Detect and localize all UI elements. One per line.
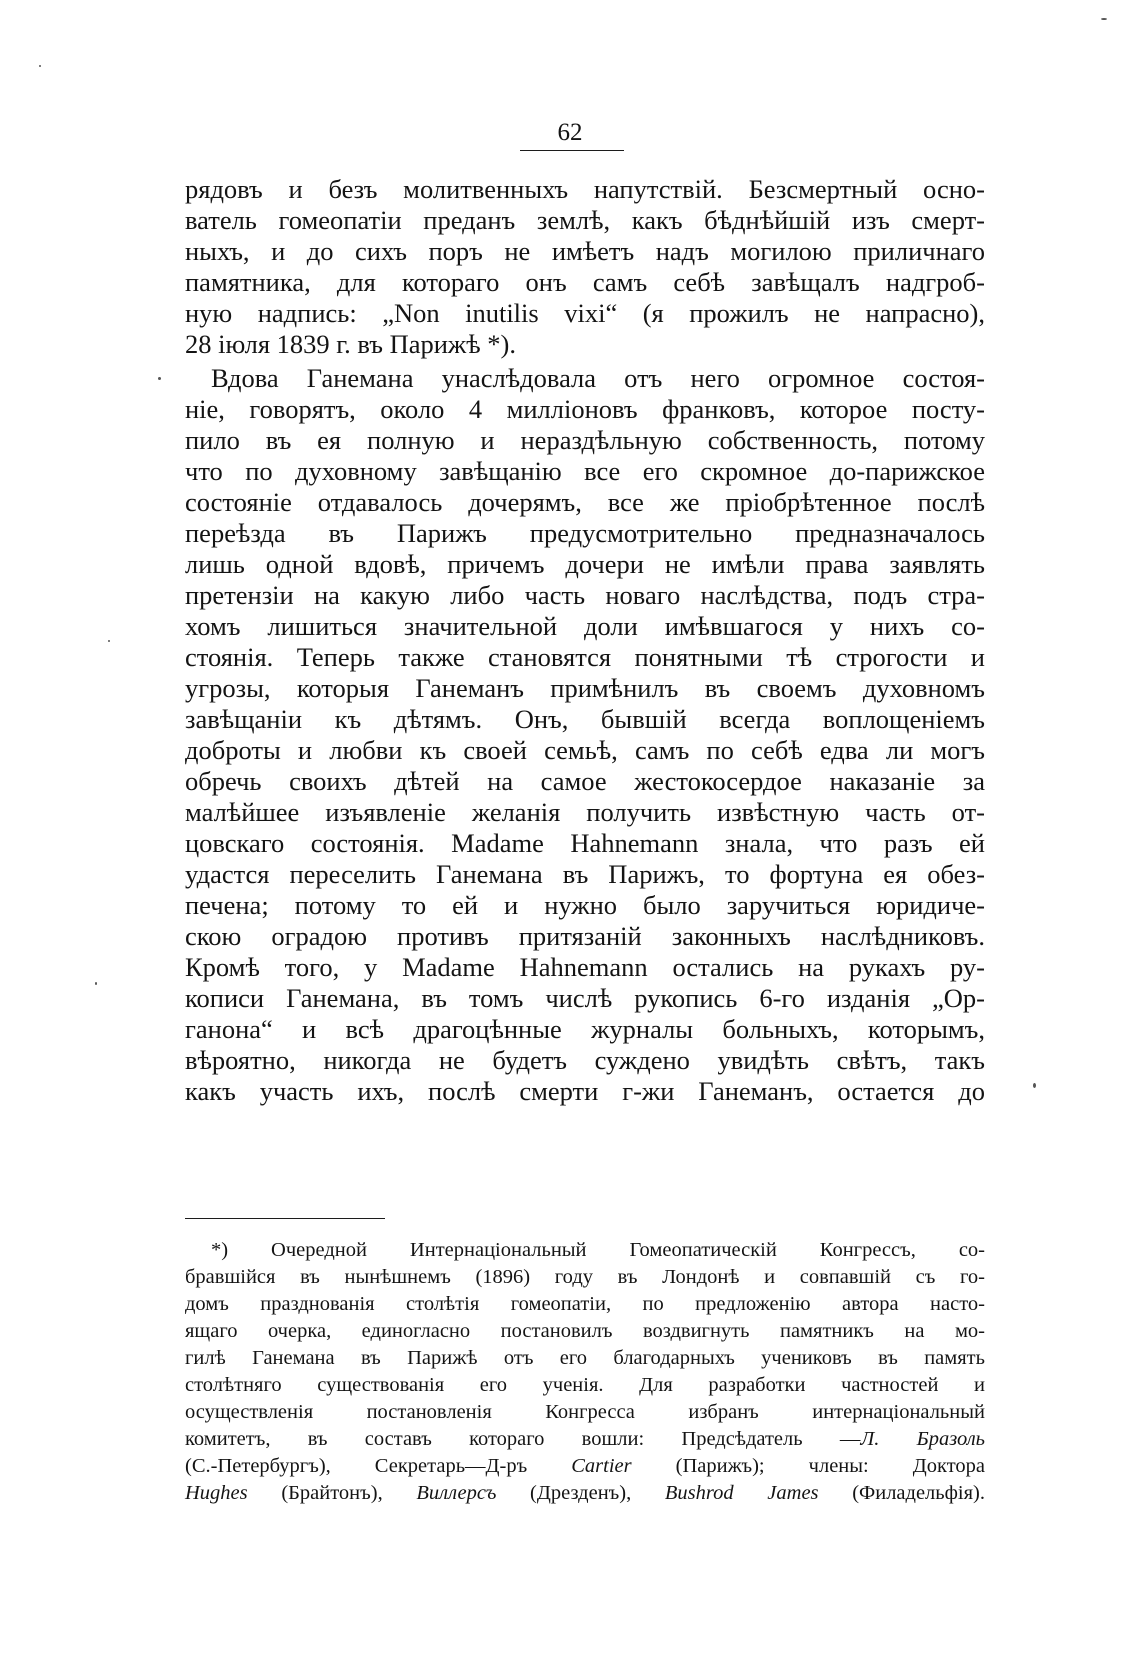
text-line: обречь своихъ дѣтей на самое жестокосердое наказаніе за bbox=[185, 766, 985, 796]
text-line: Вдова Ганемана унаслѣдовала отъ него огромное состоя- bbox=[211, 363, 985, 393]
footnote-text: комитетъ, въ составъ котораго вошли: Предсѣдатель — bbox=[185, 1428, 861, 1450]
footnote-line bbox=[185, 1425, 985, 1453]
person-name: Л. Бразоль bbox=[860, 1428, 985, 1450]
page-number: 62 bbox=[557, 119, 583, 146]
person-name: Cartier bbox=[571, 1455, 632, 1477]
text-line: стоянія. Теперь также становятся понятными тѣ строгости и bbox=[185, 642, 985, 672]
text-line: памятника, для котораго онъ самъ себѣ завѣщалъ надгроб- bbox=[185, 267, 985, 297]
text-line: какъ участь ихъ, послѣ смерти г-жи Ганеманъ, остается до bbox=[185, 1076, 985, 1106]
footnote-rule bbox=[185, 1218, 385, 1219]
text-line: угрозы, которыя Ганеманъ примѣнилъ въ своемъ духовномъ bbox=[185, 673, 985, 703]
text-line: хомъ лишиться значительной доли имѣвшагося у нихъ со- bbox=[185, 611, 985, 641]
footnote-line: гилѣ Ганемана въ Парижѣ отъ его благодарныхъ учениковъ въ память bbox=[185, 1347, 985, 1369]
text-line: ную надпись: „Non inutilis vixi“ (я прожилъ не напрасно), bbox=[185, 298, 985, 328]
text-line: рядовъ и безъ молитвенныхъ напутствій. Безсмертный осно- bbox=[185, 174, 985, 204]
text-line: кописи Ганемана, въ томъ числѣ рукопись 6-го изданія „Ор- bbox=[185, 983, 985, 1013]
text-line: пило въ ея полную и нераздѣльную собственность, потому bbox=[185, 425, 985, 455]
scan-speck bbox=[1033, 1083, 1036, 1088]
footnote-text: (Брайтонъ), bbox=[247, 1482, 417, 1504]
person-name: Hughes bbox=[185, 1482, 248, 1504]
footnote-line: осуществленія постановленія Конгресса избранъ интернаціональный bbox=[185, 1401, 985, 1423]
footnote-line bbox=[185, 1479, 985, 1507]
text-line: переѣзда въ Парижъ предусмотрительно предназначалось bbox=[185, 518, 985, 548]
text-line: лишь одной вдовѣ, причемъ дочери не имѣли права заявлять bbox=[185, 549, 985, 579]
footnote-text: (Филадельфія). bbox=[818, 1482, 985, 1504]
text-line: вѣроятно, никогда не будетъ суждено увидѣть свѣтъ, такъ bbox=[185, 1045, 985, 1075]
text-line: ватель гомеопатіи преданъ землѣ, какъ бѣднѣйшій изъ смерт- bbox=[185, 205, 985, 235]
text-line: завѣщаніи къ дѣтямъ. Онъ, бывшій всегда воплощеніемъ bbox=[185, 704, 985, 734]
footnote-text: (С.-Петербургъ), Секретарь—Д-ръ bbox=[185, 1455, 572, 1477]
text-line: ныхъ, и до сихъ поръ не имѣетъ надъ могилою приличнаго bbox=[185, 236, 985, 266]
text-line: доброты и любви къ своей семьѣ, самъ по себѣ едва ли могъ bbox=[185, 735, 985, 765]
footnote-text: (Парижъ); члены: Доктора bbox=[631, 1455, 985, 1477]
footnote-line: ящаго очерка, единогласно постановилъ воздвигнуть памятникъ на мо- bbox=[185, 1320, 985, 1342]
text-line: скою оградою противъ притязаній законныхъ наслѣдниковъ. bbox=[185, 921, 985, 951]
footnote-line: бравшійся въ нынѣшнемъ (1896) году въ Лондонѣ и совпавшій съ го- bbox=[185, 1266, 985, 1288]
text-line: состояніе отдавалось дочерямъ, все же пріобрѣтенное послѣ bbox=[185, 487, 985, 517]
footnote-line bbox=[185, 1452, 985, 1480]
person-name: Bushrod James bbox=[664, 1482, 819, 1504]
scan-speck bbox=[39, 65, 41, 67]
text-line: удастся переселить Ганемана въ Парижъ, то фортуна ея обез- bbox=[185, 859, 985, 889]
scan-speck bbox=[1101, 18, 1107, 20]
text-line: малѣйшее изъявленіе желанія получить извѣстную часть от- bbox=[185, 797, 985, 827]
scan-speck bbox=[108, 640, 110, 642]
text-line: претензіи на какую либо часть новаго наслѣдства, подъ стра- bbox=[185, 580, 985, 610]
person-name: Виллерсъ bbox=[416, 1482, 497, 1504]
footnote-line: *) Очередной Интернаціональный Гомеопатическій Конгрессъ, со- bbox=[211, 1239, 985, 1261]
footnote-line: столѣтняго существованія его ученія. Для разработки частностей и bbox=[185, 1374, 985, 1396]
scan-speck bbox=[158, 377, 161, 380]
footnote-line: домъ празднованія столѣтія гомеопатіи, по предложенію автора насто- bbox=[185, 1293, 985, 1315]
text-line: цовскаго состоянія. Madame Hahnemann знала, что разъ ей bbox=[185, 828, 985, 858]
text-line: ганона“ и всѣ драгоцѣнные журналы больныхъ, которымъ, bbox=[185, 1014, 985, 1044]
text-line: ніе, говорятъ, около 4 милліоновъ франковъ, которое посту- bbox=[185, 394, 985, 424]
footnote-text: (Дрезденъ), bbox=[496, 1482, 665, 1504]
scan-speck bbox=[95, 982, 97, 985]
text-line: что по духовному завѣщанію все его скромное до-парижское bbox=[185, 456, 985, 486]
page-number-rule bbox=[520, 150, 624, 151]
text-line: 28 іюля 1839 г. въ Парижѣ *). bbox=[185, 329, 516, 359]
text-line: печена; потому то ей и нужно было заручиться юридиче- bbox=[185, 890, 985, 920]
text-line: Кромѣ того, у Madame Hahnemann остались на рукахъ ру- bbox=[185, 952, 985, 982]
